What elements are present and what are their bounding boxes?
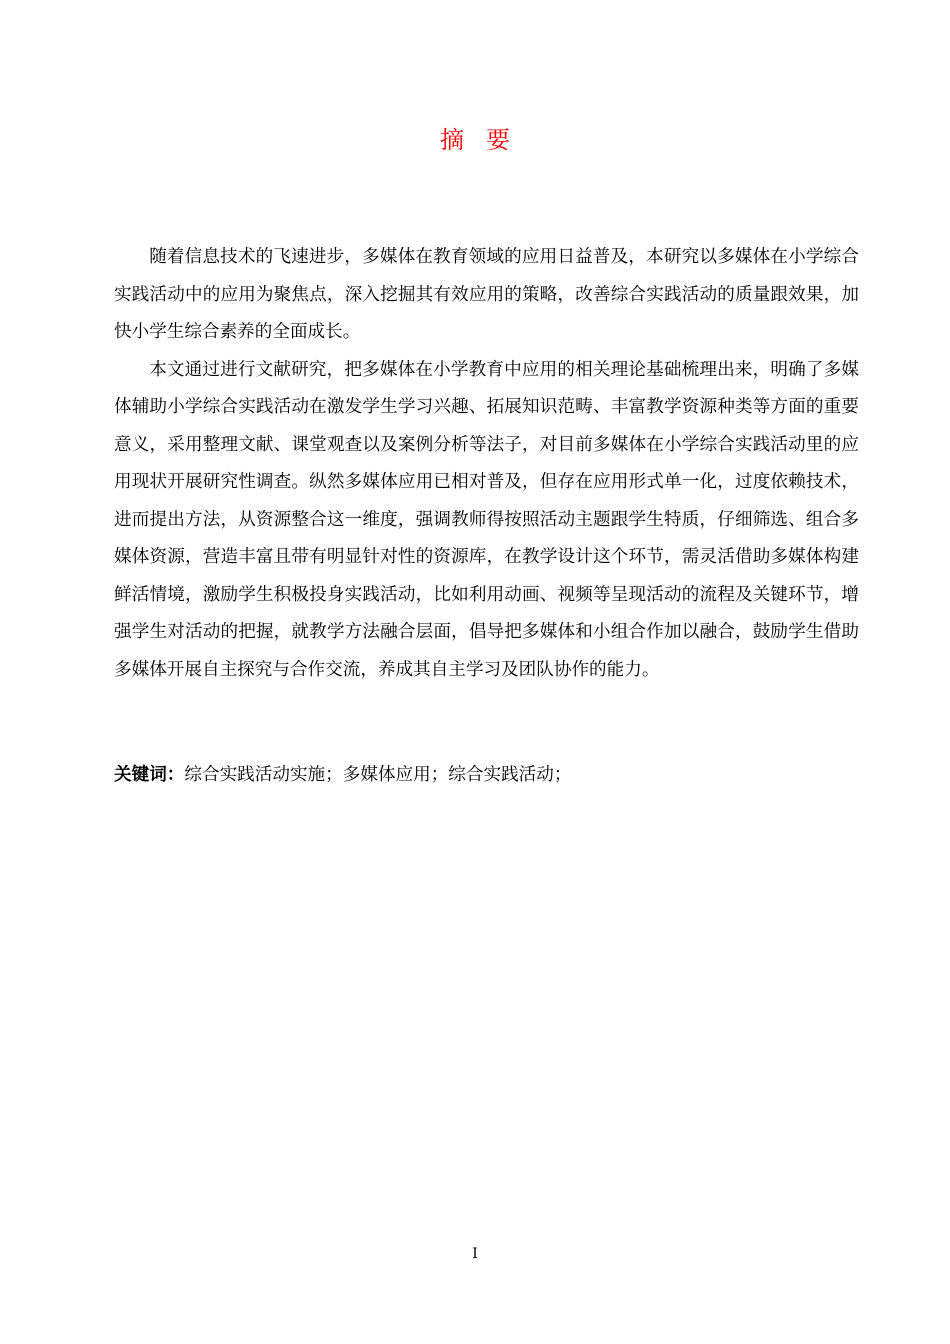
page-number: I xyxy=(472,1246,478,1262)
keywords-line xyxy=(114,760,859,790)
keywords-label: 关键词： xyxy=(114,765,185,785)
abstract-paragraph-2: 本文通过进行文献研究，把多媒体在小学教育中应用的相关理论基础梳理出来，明确了多媒体辅助小学综合实践活动在激发学生学习兴趣、拓展知识范畴、丰富教学资源种类等方面的重要意义，采用整理文献、课堂观查以及案例分析等法子，对目前多媒体在小学综合实践活动里的应用现状开展研究性调查。纵然多媒体应用已相对普及，但存在应用形式单一化，过度依赖技术，进而提出方法，从资源整合这一维度，强调教师得按照活动主题跟学生特质，仔细筛选、组合多媒体资源，营造丰富且带有明显针对性的资源库，在教学设计这个环节，需灵活借助多媒体构建鲜活情境，激励学生积极投身实践活动，比如利用动画、视频等呈现活动的流程及关键环节，增强学生对活动的把握，就教学方法融合层面，倡导把多媒体和小组合作加以融合，鼓励学生借助多媒体开展自主探究与合作交流，养成其自主学习及团队协作的能力。 xyxy=(114,359,859,680)
abstract-title: 摘要 xyxy=(440,126,532,154)
abstract-paragraph-1: 随着信息技术的飞速进步，多媒体在教育领域的应用日益普及，本研究以多媒体在小学综合实践活动中的应用为聚焦点，深入挖掘其有效应用的策略，改善综合实践活动的质量跟效果，加快小学生综合素养的全面成长。 xyxy=(114,247,859,342)
abstract-body xyxy=(114,239,859,689)
keywords-text: 综合实践活动实施；多媒体应用；综合实践活动； xyxy=(184,765,572,785)
